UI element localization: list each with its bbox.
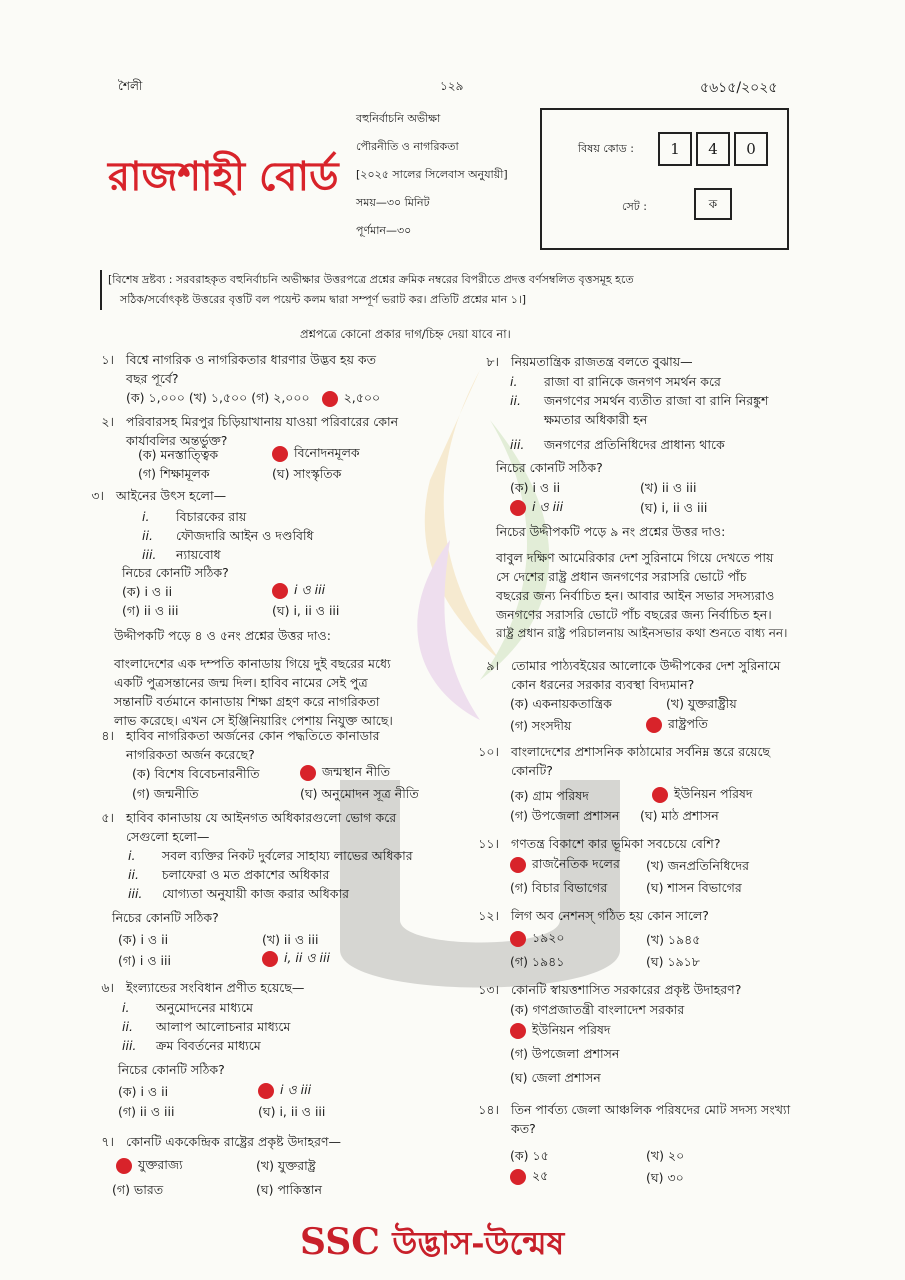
roman-numeral: ii. (142, 528, 153, 543)
question-line: নাগরিকতা অর্জন করেছে? (126, 747, 255, 762)
options-line (126, 388, 380, 407)
statement-text: রাজা বা রানিকে জনগণ সমর্থন করে (544, 374, 721, 389)
no-mark-warning: প্রশ্নপত্রে কোনো প্রকার দাগ/চিহ্ন দেয়া যাবে না। (300, 327, 511, 341)
statement (128, 884, 413, 903)
option-d: (ঘ) সাংস্কৃতিক (272, 466, 342, 481)
stimulus-title: উদ্দীপকটি পড়ে ৪ ও ৫নং প্রশ্নের উত্তর দাও: (114, 628, 331, 643)
subject-code-digits (654, 132, 768, 166)
option-c: (গ) i ও iii (118, 953, 171, 968)
answer-mark (272, 446, 288, 462)
question-line: নিয়মতান্ত্রিক রাজতন্ত্র বলতে বুঝায়— (511, 354, 693, 369)
option-d: (ঘ) অনুমোদন সূত্র নীতি (300, 786, 419, 801)
stimulus-line: বছরের জন্য নির্বাচিত হন। আবার আইন সভার সদস্যরাও (496, 588, 775, 603)
roman-numeral: iii. (122, 1038, 137, 1053)
option-d: (ঘ) শাসন বিভাগের (646, 880, 742, 895)
option-d: (ঘ) ১৯১৮ (646, 954, 700, 969)
statement-text: জনগণের সমর্থন ব্যতীত রাজা বা রানি নিরঙ্কুশ (544, 393, 769, 408)
question-13 (465, 980, 845, 1002)
option-b (510, 1022, 610, 1042)
question-9 (465, 656, 845, 696)
option-c (510, 1168, 548, 1188)
question-line: গণতন্ত্র বিকাশে কার ভূমিকা সবচেয়ে বেশি? (511, 836, 721, 851)
roman-numeral: ii. (122, 1019, 133, 1034)
code-digit: 4 (696, 132, 730, 166)
notice-line: সঠিক/সর্বোৎকৃষ্ট উত্তরের বৃত্তটি বল পয়েন্ট কলম দ্বারা সম্পূর্ণ ভরাট কর। প্রতিটি প্রশ্নের মান ১।] (120, 293, 527, 306)
stimulus-line: সে দেশের রাষ্ট্র প্রধান জনগণের সরাসরি ভোটে পাঁচ (496, 569, 747, 584)
page-number: ১২৯ (440, 79, 464, 93)
question-6 (80, 978, 460, 1000)
statement-text: ক্রম বিবর্তনের মাধ্যমে (156, 1038, 261, 1053)
option-a (510, 930, 564, 950)
roman-numeral: i. (510, 374, 518, 389)
option-c: (গ) শিক্ষামূলক (138, 466, 210, 481)
option-b (272, 582, 325, 602)
option-a: (ক) একনায়কতান্ত্রিক (510, 696, 612, 711)
question-text (126, 350, 380, 407)
roman-numeral: i. (122, 1000, 130, 1015)
question-12 (465, 906, 845, 928)
answer-mark (510, 931, 526, 947)
question-10 (465, 742, 845, 782)
subject-code-box (540, 108, 789, 250)
statement-text: যোগ্যতা অনুযায়ী কাজ করার অধিকার (162, 886, 349, 901)
option-d: (ঘ) জেলা প্রশাসন (510, 1070, 601, 1085)
roman-numeral: ii. (510, 393, 521, 408)
instructions-notice (100, 270, 808, 310)
option-text: যুক্তরাজ্য (138, 1157, 183, 1172)
answer-mark (300, 765, 316, 781)
statement (510, 410, 768, 429)
answer-mark (646, 717, 662, 733)
question-line: আইনের উৎস হলো— (116, 488, 227, 503)
question-8 (465, 352, 845, 374)
question-2 (80, 412, 460, 492)
which-correct: নিচের কোনটি সঠিক? (496, 460, 603, 475)
answer-mark (116, 1158, 132, 1174)
question-number: ১৩। (478, 982, 499, 997)
reference-number: ৫৬১৫/২০২৫ (700, 80, 778, 96)
syllabus-note: [২০২৫ সালের সিলেবাস অনুযায়ী] (356, 168, 508, 181)
statement (510, 372, 768, 391)
answer-mark (272, 583, 288, 599)
question-number: ৫। (101, 810, 114, 825)
statement-text: ফৌজদারি আইন ও দণ্ডবিধি (176, 528, 314, 543)
notice-line: [বিশেষ দ্রষ্টব্য : সরবরাহকৃত বহুনির্বাচনি অভীক্ষার উত্তরপত্রে প্রশ্নের ক্রমিক নম্বরের বিপরীতে প্রদত্ত বর্ণসম্বলিত বৃত্তসমূহ হতে (108, 273, 634, 286)
question-line: সেগুলো হলো— (126, 829, 210, 844)
option-text: i ও iii (532, 499, 564, 514)
option-d: (ঘ) i, ii ও iii (272, 603, 340, 618)
question-number: ৬। (101, 980, 114, 995)
stimulus-line: রাষ্ট্র প্রধান রাষ্ট্র পরিচালনায় আইনসভার কথা শুনতে বাধ্য নন। (496, 626, 788, 640)
question-line: তিন পার্বত্য জেলা আঞ্চলিক পরিষদের মোট সদস্য সংখ্যা (511, 1102, 791, 1117)
set-label: সেট : (622, 200, 647, 213)
question-line: কোনটি স্বায়ত্তশাসিত সরকারের প্রকৃষ্ট উদাহরণ? (511, 982, 742, 997)
option-a: (ক) i ও ii (118, 932, 169, 947)
question-line: বছর পূর্বে? (126, 371, 179, 386)
footer-brand (300, 1218, 564, 1272)
roman-numeral: iii. (142, 547, 157, 562)
statement-text: বিচারকের রায় (176, 509, 247, 524)
code-digit: 1 (658, 132, 692, 166)
option-b (272, 445, 360, 465)
question-line: লিগ অব নেশনস্ গঠিত হয় কোন সালে? (511, 908, 709, 923)
time-limit: সময়—৩০ মিনিট (356, 196, 430, 209)
question-number: ২। (101, 414, 114, 429)
question-number: ১১। (478, 836, 499, 851)
statement (122, 1036, 290, 1055)
option-text: i ও iii (294, 582, 326, 597)
question-line: হাবিব কানাডায় যে আইনগত অধিকারগুলো ভোগ করে (126, 810, 397, 825)
option-c: (গ) উপজেলা প্রশাসন (510, 1046, 620, 1061)
option-text: i ও iii (280, 1082, 312, 1097)
answer-mark (322, 391, 338, 407)
statement-text: আলাপ আলোচনার মাধ্যমে (156, 1019, 291, 1034)
answer-mark (652, 787, 668, 803)
stimulus-text (496, 548, 836, 643)
option-b: (খ) ২০ (646, 1148, 685, 1163)
board-title: রাজশাহী বোর্ড (108, 153, 339, 200)
question-number: ১২। (478, 908, 499, 923)
which-correct: নিচের কোনটি সঠিক? (112, 910, 219, 925)
statement (122, 998, 290, 1017)
stimulus-title: নিচের উদ্দীপকটি পড়ে ৯ নং প্রশ্নের উত্তর দাও: (496, 524, 726, 539)
option-text: রাষ্ট্রপতি (668, 716, 708, 731)
question-number: ৭। (101, 1134, 114, 1149)
question-line: হাবিব নাগরিকতা অর্জনের কোন পদ্ধতিতে কানাডার (126, 728, 380, 743)
which-correct: নিচের কোনটি সঠিক? (118, 1062, 225, 1077)
set-value: ক (694, 188, 732, 220)
option-a: (ক) i ও ii (118, 1084, 169, 1099)
code-digit: 0 (734, 132, 768, 166)
stimulus-line: জনগণের সরাসরি ভোটে পাঁচ বছরের জন্য নির্বাচিত হন। (496, 607, 772, 622)
option-text: রাজনৈতিক দলের (532, 856, 620, 871)
option-b (258, 1082, 311, 1102)
option-a: (ক) গণপ্রজাতন্ত্রী বাংলাদেশ সরকার (510, 1002, 685, 1017)
option-text: ২৫ (532, 1168, 549, 1183)
option-b: (খ) ii ও iii (640, 480, 697, 495)
question-number: ১৪। (478, 1102, 499, 1117)
question-11 (465, 834, 845, 856)
which-correct: নিচের কোনটি সঠিক? (122, 565, 229, 580)
option-a: (ক) মনস্তাত্ত্বিক (138, 447, 219, 462)
statement-text: ন্যায়বোধ (176, 547, 221, 562)
question-line: তোমার পাঠ্যবইয়ের আলোকে উদ্দীপকের দেশ সুরিনামে (511, 658, 781, 673)
question-line: কোনটি? (511, 763, 553, 778)
question-line: কার্যাবলির অন্তর্ভুক্ত? (126, 433, 228, 448)
question-line: কোনটি এককেন্দ্রিক রাষ্ট্রের প্রকৃষ্ট উদাহরণ— (126, 1134, 341, 1149)
answer-mark (510, 500, 526, 516)
answer-mark (258, 1083, 274, 1099)
option-c: (গ) উপজেলা প্রশাসন (510, 808, 620, 823)
roman-numeral: i. (128, 848, 136, 863)
option-text: বিনোদনমূলক (294, 445, 360, 460)
option-c: (গ) ii ও iii (122, 603, 179, 618)
question-number: ৯। (486, 658, 499, 673)
roman-numeral: ii. (128, 867, 139, 882)
question-line: কত? (511, 1121, 536, 1136)
option-text: ইউনিয়ন পরিষদ (674, 786, 753, 801)
statement-list (142, 507, 314, 564)
question-text (511, 1100, 790, 1138)
stimulus-line: বাবুল দক্ষিণ আমেরিকার দেশ সুরিনামে গিয়ে দেখতে পায় (496, 550, 774, 565)
option-answer: ২,৫০০ (343, 390, 381, 405)
option-text: ইউনিয়ন পরিষদ (532, 1022, 611, 1037)
option-c: (গ) বিচার বিভাগের (510, 880, 608, 895)
statement (510, 435, 768, 454)
question-7 (80, 1132, 460, 1154)
option-b (300, 764, 390, 784)
statement (128, 846, 413, 865)
statement-text: সবল ব্যক্তির নিকট দুর্বলের সাহায্য লাভের অধিকার (162, 848, 413, 863)
statement-list (122, 998, 290, 1055)
subject-code-label: বিষয় কোড : (578, 142, 634, 155)
option-text: জন্মস্থান নীতি (322, 764, 390, 779)
stimulus-line: সন্তানটি বর্তমানে কানাডায় শিক্ষা গ্রহণ করে নাগরিকতা (114, 694, 380, 709)
subject-name: পৌরনীতি ও নাগরিকতা (356, 140, 459, 153)
statement (510, 391, 768, 410)
question-number: ৪। (101, 728, 114, 743)
question-line: কোন ধরনের সরকার ব্যবস্থা বিদ্যমান? (511, 677, 695, 692)
answer-mark (510, 857, 526, 873)
option-d: (ঘ) মাঠ প্রশাসন (640, 808, 719, 823)
question-text (511, 656, 780, 694)
question-number: ১। (101, 352, 114, 367)
answer-mark (510, 1169, 526, 1185)
statement (122, 1017, 290, 1036)
question-line: ইংল্যান্ডের সংবিধান প্রণীত হয়েছে— (126, 980, 305, 995)
option-c: (গ) ১৯৪১ (510, 954, 565, 969)
question-14 (465, 1100, 845, 1140)
option-b (652, 786, 752, 806)
footer-ssc: SSC (300, 1221, 380, 1263)
option-b: (খ) জনপ্রতিনিধিদের (646, 858, 749, 873)
option-d: (ঘ) পাকিস্তান (256, 1182, 322, 1197)
full-marks: পূর্ণমান—৩০ (356, 224, 412, 237)
question-text (126, 726, 379, 764)
statement-text: অনুমোদনের মাধ্যমে (156, 1000, 253, 1015)
option-a: (ক) i ও ii (122, 584, 173, 599)
statement-list (510, 372, 768, 454)
option-b: (খ) ১৯৪৫ (646, 932, 701, 947)
option-d (646, 716, 708, 736)
question-line: বিশ্বে নাগরিক ও নাগরিকতার ধারণার উদ্ভব হয় কত (126, 352, 377, 367)
option-c: (গ) জন্মনীতি (132, 786, 199, 801)
option-a: (ক) ১৫ (510, 1148, 549, 1163)
statement-text: ক্ষমতার অধিকারী হন (544, 412, 648, 427)
option-a: (ক) বিশেষ বিবেচনারনীতি (132, 766, 260, 781)
stimulus-line: বাংলাদেশের এক দম্পতি কানাডায় গিয়ে দুই বছরের মধ্যে (114, 656, 391, 671)
option-text: ১৯২০ (532, 930, 565, 945)
roman-numeral: iii. (128, 886, 143, 901)
question-number: ৮। (486, 354, 499, 369)
question-number: ১০। (478, 744, 499, 759)
statement-list (128, 846, 413, 903)
option-a: (ক) i ও ii (510, 480, 561, 495)
roman-numeral: iii. (510, 437, 525, 452)
exam-type: বহুনির্বাচনি অভীক্ষা (356, 112, 441, 125)
statement (142, 507, 314, 526)
answer-mark (510, 1023, 526, 1039)
option-c: (গ) সংসদীয় (510, 718, 572, 733)
option-c (510, 499, 563, 519)
stimulus-line: একটি পুত্রসন্তানের জন্ম দিল। হাবিব নামের সেই পুত্র (114, 675, 368, 690)
option-a (510, 856, 620, 876)
stimulus-text (114, 654, 454, 730)
statement-text: চলাফেরা ও মত প্রকাশের অধিকার (162, 867, 330, 882)
option-text: (ক) ১,০০০ (খ) ১,৫০০ (গ) ২,০০০ (126, 390, 310, 405)
option-c: (গ) ii ও iii (118, 1104, 175, 1119)
option-b: (খ) যুক্তরাষ্ট্র (256, 1158, 316, 1173)
answer-mark (262, 951, 278, 967)
statement (128, 865, 413, 884)
question-text (511, 742, 770, 780)
option-b: (খ) যুক্তরাষ্ট্রীয় (666, 696, 737, 711)
question-line: পরিবারসহ মিরপুর চিড়িয়াখানায় যাওয়া পরিবারের কোন (126, 414, 399, 429)
option-a (116, 1157, 183, 1177)
statement (142, 526, 314, 545)
question-line: বাংলাদেশের প্রশাসনিক কাঠামোর সর্বনিম্ন স্তরে রয়েছে (511, 744, 771, 759)
series-name: শৈলী (118, 79, 143, 93)
option-b: (খ) ii ও iii (262, 932, 319, 947)
roman-numeral: i. (142, 509, 150, 524)
option-d: (ঘ) ৩০ (646, 1170, 684, 1185)
statement (142, 545, 314, 564)
stimulus-line: লাভ করেছে। এখন সে ইঞ্জিনিয়ারিং পেশায় নিযুক্ত আছে। (114, 713, 393, 728)
option-d: (ঘ) i, ii ও iii (640, 500, 708, 515)
footer-brand-name: উদ্ভাস-উন্মেষ (392, 1224, 565, 1262)
statement-text: জনগণের প্রতিনিধিদের প্রাধান্য থাকে (544, 437, 725, 452)
question-number: ৩। (91, 488, 104, 503)
option-d (262, 950, 330, 970)
option-a: (ক) গ্রাম পরিষদ (510, 788, 589, 803)
option-c: (গ) ভারত (112, 1182, 164, 1197)
option-text: i, ii ও iii (284, 950, 330, 965)
question-4 (80, 726, 460, 771)
option-d: (ঘ) i, ii ও iii (258, 1104, 326, 1119)
question-text (126, 808, 396, 846)
